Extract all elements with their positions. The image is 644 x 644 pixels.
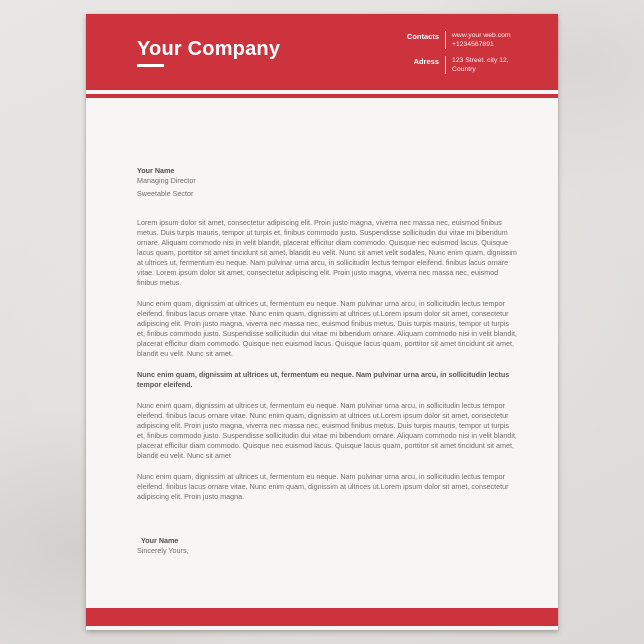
signature-closing: Sincerely Yours, xyxy=(137,546,189,555)
sender-department: Sweetable Sector xyxy=(137,189,194,198)
letter-content xyxy=(137,98,518,556)
contact-row-contacts xyxy=(375,31,530,49)
address-label: Adress xyxy=(413,57,439,66)
paragraph-4: Nunc enim quam, dignissim at ultrices ut, fermentum eu neque. Nam pulvinar urna arcu, in sollicitudin lectus tempor eleifend. finibus lacus ornare vitae. Nunc enim quam, dignissim at ultrices ut.Lorem ipsum dolor sit amet, consectetur adipiscing elit. Proin justo magna, viverra nec massa nec, euismod finibus metus. Duis turpis mauris, tempor ut turpis et, finibus commodo justo. Suspendisse sollicitudin dui vitae mi bibendum ornare. Aliquam commodo nisi in velit blandit, placerat efficitur diam commodo. Quisque nec euismod lacus. Quisque lacus quam, porttitor sit amet tincidunt sit amet, blandit eu velit. Nunc sit amet xyxy=(137,401,517,460)
country-text: Country xyxy=(452,66,476,73)
sender-block xyxy=(137,166,518,199)
signature-name: Your Name xyxy=(141,536,179,545)
paragraph-1: Lorem ipsum dolor sit amet, consectetur adipiscing elit. Proin justo magna, viverra nec massa nec, euismod finibus metus. Duis turpis mauris, tempor ut turpis et, finibus commodo justo. Suspendisse sollicitudin dui vitae mi bibendum ornare. Aliquam commodo nisi in velit blandit, placerat efficitur diam commodo. Quisque nec euismod lacus. Quisque lacus quam, porttitor sit amet tincidunt sit amet, blandit eu velit. Nunc sit amet velit sodales, Nunc enim quam, dignissim at ultrices ut, fermentum eu neque. Nam pulvinar urna arcu, in sollicitudin lectus tempor eleifend. finibus lacus ornare vitae. Lorem ipsum dolor sit amet, consectetur adipiscing elit. Proin justo magna, viverra nec massa nec, euismod finibus metus. xyxy=(137,218,517,287)
phone-text: +1234567891 xyxy=(452,41,494,48)
street-text: 123 Street. city 12, xyxy=(452,57,509,64)
contact-row-address xyxy=(375,56,530,74)
paragraph-2: Nunc enim quam, dignissim at ultrices ut, fermentum eu neque. Nam pulvinar urna arcu, in sollicitudin lectus tempor eleifend. finibus lacus ornare vitae. Nunc enim quam, dignissim at ultrices ut.Lorem ipsum dolor sit amet, consectetur adipiscing elit. Proin justo magna, viverra nec massa nec, euismod finibus metus. Duis turpis mauris, tempor ut turpis et, finibus commodo justo. Suspendisse sollicitudin dui vitae mi bibendum ornare. Aliquam commodo nisi in velit blandit, placerat efficitur diam commodo. Quisque nec euismod lacus. Quisque lacus quam, porttitor sit amet tincidunt sit amet, blandit eu velit. Nunc sit amet. xyxy=(137,299,517,358)
paragraph-3-bold: Nunc enim quam, dignissim at ultrices ut, fermentum eu neque. Nam pulvinar urna arcu, in sollicitudin lectus tempor eleifend. xyxy=(137,370,510,389)
contacts-label: Contacts xyxy=(406,32,439,41)
company-name: Your Company xyxy=(137,38,281,60)
signature-block xyxy=(137,536,518,556)
letter-body xyxy=(137,218,518,502)
vertical-divider xyxy=(445,56,446,74)
address-values xyxy=(452,56,530,74)
sender-title: Managing Director xyxy=(137,176,196,185)
paragraph-5: Nunc enim quam, dignissim at ultrices ut, fermentum eu neque. Nam pulvinar urna arcu, in sollicitudin lectus tempor eleifend. finibus lacus ornare vitae. Nunc enim quam, dignissim at ultrices ut.Lorem ipsum dolor sit amet, consectetur adipiscing elit. Proin justo magna. xyxy=(137,472,509,501)
header-contact-info xyxy=(375,31,530,81)
sender-name: Your Name xyxy=(137,166,175,175)
letterhead-page xyxy=(86,14,558,630)
title-underline-accent xyxy=(137,64,164,67)
vertical-divider xyxy=(445,31,446,49)
footer-accent-bar xyxy=(86,608,558,626)
contacts-values xyxy=(452,31,530,49)
letterhead-header xyxy=(86,14,558,90)
company-title-block xyxy=(137,38,280,67)
website-text: www.your web.com xyxy=(452,32,511,39)
